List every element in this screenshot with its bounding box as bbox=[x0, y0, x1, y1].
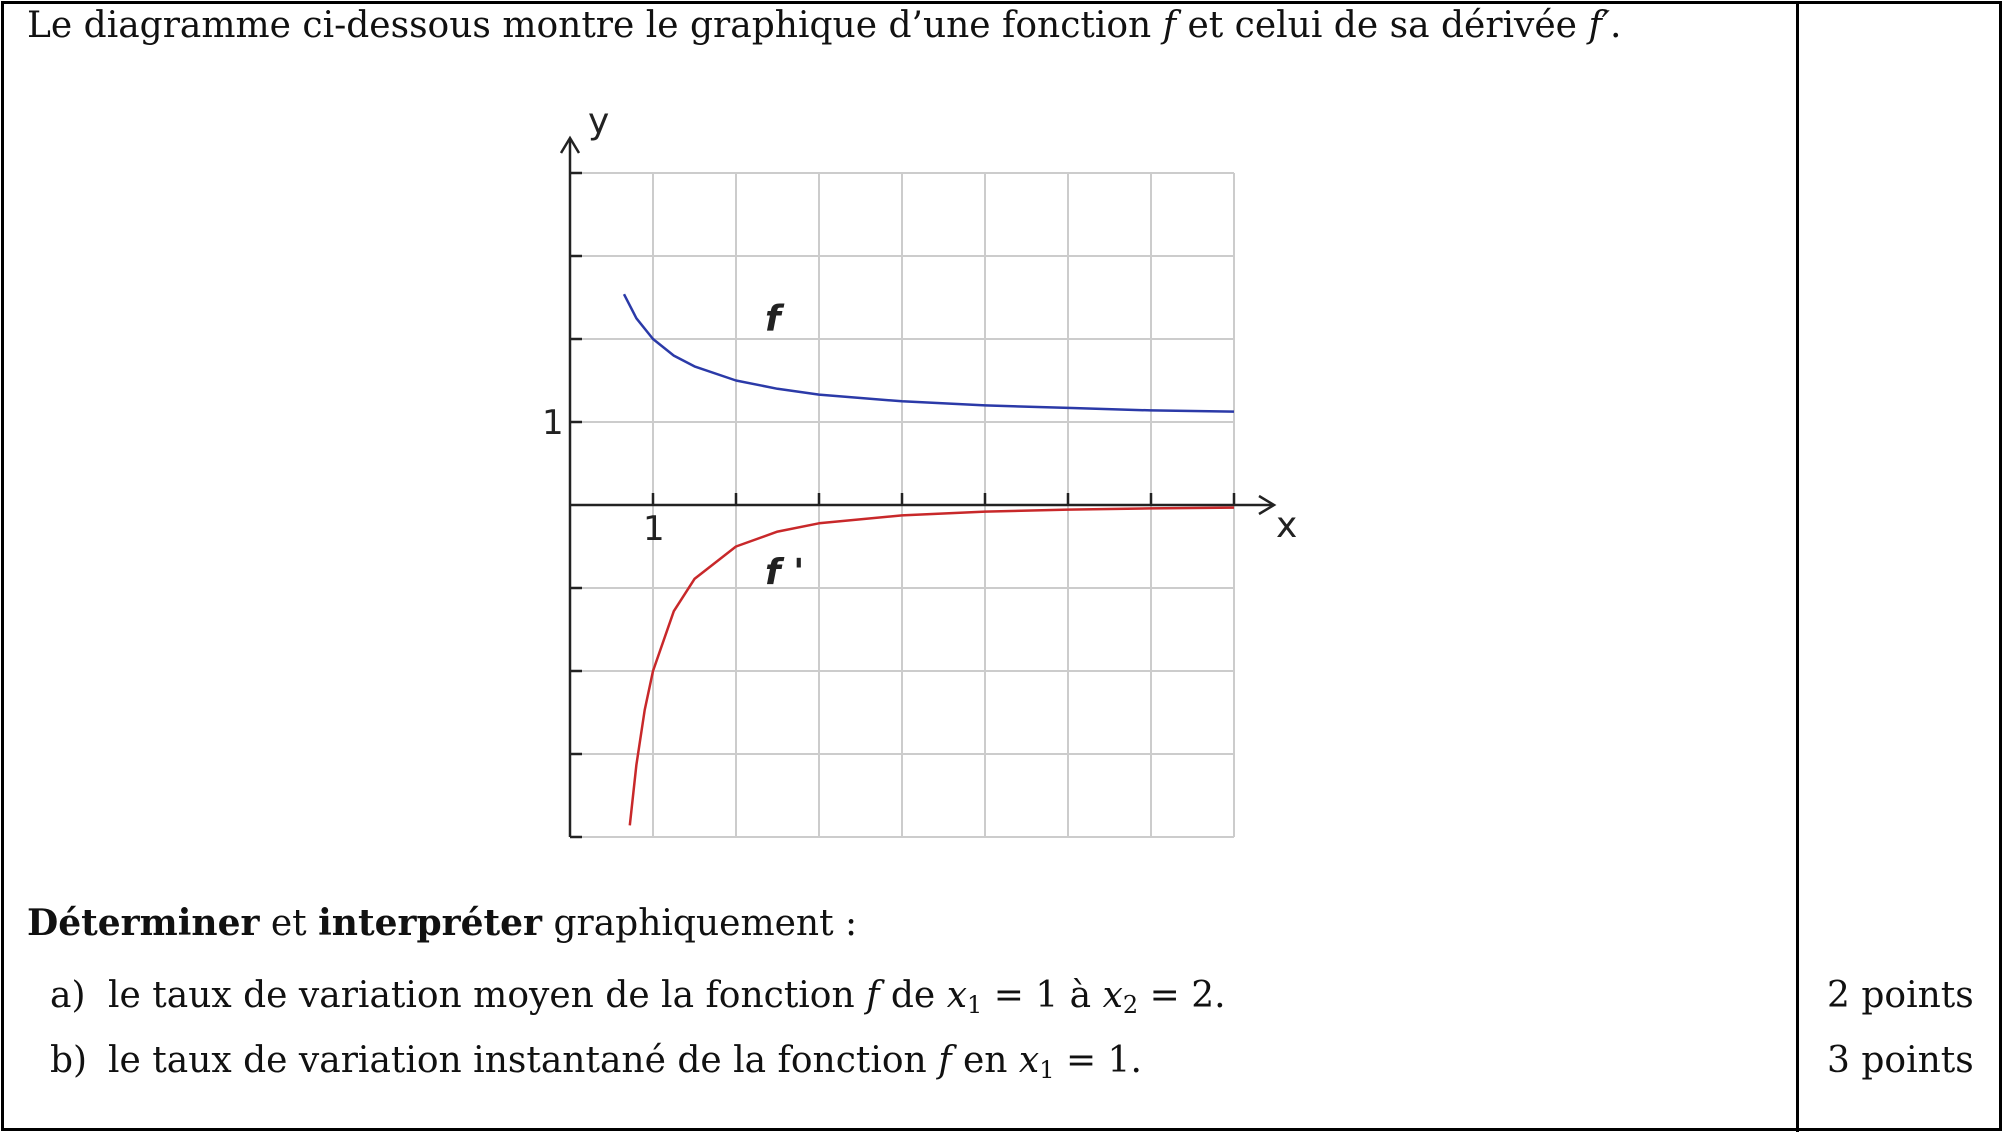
x-tick-label: 1 bbox=[643, 509, 665, 549]
item-b-label: b) bbox=[50, 1040, 88, 1081]
series-label-f-prime: f ' bbox=[765, 551, 805, 593]
curve-f bbox=[624, 294, 1234, 411]
item-a-points: 2 points bbox=[1827, 975, 1974, 1016]
intro-sentence: Le diagramme ci-dessous montre le graphique d’une fonction f et celui de sa dérivée f′. bbox=[27, 5, 1622, 46]
points-column-divider bbox=[1796, 1, 1799, 1132]
chart-labels bbox=[542, 101, 1297, 593]
task-instruction: Déterminer et interpréter graphiquement : bbox=[27, 902, 858, 944]
item-a-label: a) bbox=[50, 975, 86, 1016]
y-tick-label: 1 bbox=[542, 403, 564, 443]
series-curves bbox=[624, 294, 1234, 825]
item-b-text: le taux de variation instantané de la fonction f en $x_1 = 1$. bbox=[108, 1040, 1142, 1084]
axes bbox=[561, 138, 1274, 837]
item-a-text: le taux de variation moyen de la fonction f de $x_1 = 1$ à $x_2 = 2$. bbox=[108, 975, 1226, 1019]
y-axis-label: y bbox=[588, 101, 610, 142]
curve-f-prime bbox=[630, 508, 1234, 826]
item-b-points: 3 points bbox=[1827, 1040, 1974, 1081]
x-axis-label: x bbox=[1276, 505, 1298, 546]
function-graph bbox=[530, 95, 1310, 855]
series-label-f: f bbox=[765, 298, 781, 340]
